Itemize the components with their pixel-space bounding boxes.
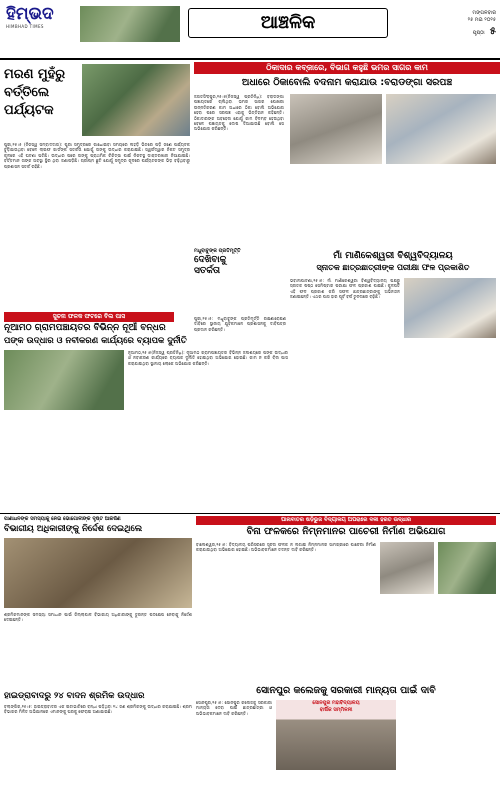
top-center-banner: ଠିକାଦାର କବ୍ଜାରେ, ବିଭାଗ କହୁଛି ଭମର ସାଗର କାମ — [194, 62, 500, 74]
rescue-body: ବଲାଙ୍ଗିର,୨୫।୫: ହାଇଡ୍ରାବାଦର ଏକ ଇଟାଭାଟିରେ ବନ୍ଧା ପଡ଼ିଥିବା ୨୪ ଜଣ ଶ୍ରମିକଙ୍କୁ ଉଦ୍ଧାର କରାଯାଇଛି। ଶ୍ରମ ବିଭାଗର ମିଳିତ ଅଭିଯାନରେ ଏମାନଙ୍କୁ ଘରକୁ ଫେରାଇ ଅଣାଯାଇଛି। — [4, 704, 192, 715]
left-story-body: ପୁରୀ,୨୫।୫ (ନିଜସ୍ୱ ସମ୍ବାଦଦାତା): ପୁରୀ ସମୁଦ୍ରରେ ଗାଧୋଇବା ସମୟରେ ଲହଡ଼ି ଭିତରେ ପଡ଼ି ଜଣେ ପର୍ଯ୍ୟଟକ ବୁଡ଼ିଯାଉଥିବା ବେଳେ ଲାଇଫ ଗାର୍ଡଙ୍କ ସତର୍କତା ଯୋଗୁଁ ତାଙ୍କୁ ଉଦ୍ଧାର କରାଯାଇଛି। ସ୍ୱର୍ଗଦ୍ୱାର ନିକଟ ସମୁଦ୍ର କୂଳରେ ଏହି ଘଟଣା ଘଟିଛି। ଉଦ୍ଧାର ପରେ ତାଙ୍କୁ ପ୍ରାଥମିକ ଚିକିତ୍ସା ପାଇଁ ନିକଟସ୍ଥ ଡାକ୍ତରଖାନା ନିଆଯାଇଛି। ବର୍ତ୍ତମାନ ତାଙ୍କ ଅବସ୍ଥା ସ୍ଥିର ଥିବା ଜଣାପଡ଼ିଛି। ଗ୍ରୀଷ୍ମ ଛୁଟି ଯୋଗୁଁ ସମୁଦ୍ର କୂଳରେ ପର୍ଯ୍ୟଟକଙ୍କ ଭିଡ଼ ବଢ଼ିଥିବାରୁ ପ୍ରଶାସନ ସତର୍କ ରହିଛି। — [4, 142, 190, 169]
page-label: ପୃଷ୍ଠା — [472, 30, 485, 36]
college-banner-line-2: ବାର୍ଷିକ ସମ୍ମିଳନୀ — [319, 707, 353, 713]
masthead — [0, 0, 500, 60]
bridge-photo — [4, 350, 124, 410]
college-banner-photo — [276, 700, 396, 770]
left-story-photo — [82, 64, 190, 136]
bridge-body: ନୂଆମଠ,୨୫।୫(ନିଜସ୍ୱ ପ୍ରତିନିଧି): ନୂଆମଠ ଗ୍ରାମପଞ୍ଚାୟତର ବିଭିନ୍ନ ଜଳାଶୟରେ ପଙ୍କ ଉଦ୍ଧାର ଓ ନବୀକରଣ କାର୍ଯ୍ୟରେ ବ୍ୟାପକ ଦୁର୍ନୀତି ହୋଇଥିବା ଅଭିଯୋଗ ହୋଇଛି। କାମ ନ କରି ବିଲ ପାସ କରାଯାଇଥିବା ସ୍ଥାନୀୟ ଲୋକେ ଅଭିଯୋଗ କରିଛନ୍ତି। — [128, 350, 288, 366]
college-body: ସୋନପୁର,୨୫।୫: ସୋନପୁର କଲେଜକୁ ସରକାରୀ ମାନ୍ୟତା ଦେବା ପାଇଁ ଛାତ୍ରଛାତ୍ରୀ ଓ ଅଭିଭାବକମାନେ ଦାବି କରିଛନ୍ତି। — [196, 700, 272, 716]
labour-body: ଶ୍ରମିକମାନଙ୍କ ସମସ୍ୟା ସମାଧାନ ପାଇଁ ଜିଲ୍ଲାପାଳ ବିଭାଗୀୟ ଅଧିକାରୀଙ୍କୁ ତୁରନ୍ତ ପଦକ୍ଷେପ ନେବାକୁ ନିର୍ଦ୍ଦେଶ ଦେଇଛନ୍ତି। — [4, 612, 192, 623]
logo — [6, 4, 76, 56]
headline-line-1: ମରଣ ମୁହଁରୁ — [4, 67, 66, 82]
road-headline: ବିନା ଫଳକରେ ନିମ୍ନମାନର ପାଚେରୀ ନିର୍ମାଣ ଅଭିଯୋଗ — [246, 526, 446, 537]
left-story-headline — [4, 66, 78, 138]
top-center-photo-2 — [386, 94, 496, 164]
university-headline: ମାଁ ମାଣିକେଶ୍ୱରୀ ବିଶ୍ୱବିଦ୍ୟାଳୟ — [333, 251, 453, 261]
top-center-body: ଜଗତସିଂହପୁର,୨୫।୫(ନିଜସ୍ୱ ପ୍ରତିନିଧି): ବରାଡଙ୍ଗା ପଞ୍ଚାୟତରେ ଚାଲିଥିବା ଭମର ସାଗର ପୋଖରୀ ଉନ୍ନତିକରଣ କାମ ଅଧାରେ ଠିକା ବୋଲି ଅଭିଯୋଗ ହେବା ପରେ ସରପଞ୍ଚ ଏହାକୁ ଭିତ୍ତିହୀନ କହିଛନ୍ତି। ଠିକାଦାରଙ୍କ ଅବହେଳା ଯୋଗୁଁ କାମ ବିଳମ୍ବ ହେଉଥିବା ବେଳେ ପଞ୍ଚାୟତକୁ ଦୋଷ ଦିଆଯାଉଛି ବୋଲି ସେ ଅଭିଯୋଗ କରିଛନ୍ତି। — [194, 94, 284, 132]
mid-rule — [0, 513, 500, 514]
logo-text: ହିମ୍ଭଦ — [6, 4, 54, 24]
headline-line-2: ବର୍ତ୍ତିଲେ — [4, 85, 50, 100]
left-story — [4, 62, 192, 310]
top-center-photo-1 — [290, 94, 382, 164]
top-center-story — [194, 62, 500, 250]
section-title-box — [188, 8, 388, 38]
logo-subtitle: HIMBHAD TIMES — [6, 24, 44, 29]
labour-photo — [4, 538, 192, 608]
university-photo — [404, 278, 496, 338]
bridge-headline: ନୂଆମଠ ଗ୍ରାମପଞ୍ଚାୟତର ବିଭିନ୍ନ ନୂଆଁ ବନ୍ଧର — [4, 323, 166, 333]
college-body-2 — [400, 700, 496, 780]
date-box — [392, 10, 496, 38]
university-subhead: ସ୍ନାତକ ଛାତ୍ରଛାତ୍ରୀଙ୍କ ପରୀକ୍ଷା ଫଳ ପ୍ରକାଶିତ — [316, 263, 470, 272]
road-body: ବାଲେଶ୍ୱର,୨୫।୫: ବିଦ୍ୟାଳୟ ପରିସରରେ ସୂଚନା ଫଳକ ନ ଲଗାଇ ନିମ୍ନମାନର ସାମଗ୍ରୀରେ ପାଚେରୀ ନିର୍ମାଣ କରାଯାଉଥିବା ଅଭିଯୋଗ ହୋଇଛି। ଅଭିଭାବକମାନେ ତଦନ୍ତ ଦାବି କରିଛନ୍ତି। — [196, 542, 376, 553]
protest-headline-3: ସତର୍କତା — [194, 266, 221, 276]
bridge-subhead: ପଙ୍କ ଉଦ୍ଧାର ଓ ନବୀକରଣ କାର୍ଯ୍ୟରେ ବ୍ୟାପକ ଦୁର୍ନୀତି — [4, 336, 187, 346]
headline-line-3: ପର୍ଯ୍ୟଟକ — [4, 103, 54, 118]
university-body: ଭବାନୀପାଟଣା,୨୫।୫: ମାଁ ମାଣିକେଶ୍ୱରୀ ବିଶ୍ୱବିଦ୍ୟାଳୟ ପକ୍ଷରୁ ସ୍ନାତକ ଷଷ୍ଠ ସେମିଷ୍ଟାର ପରୀକ୍ଷା ଫଳ ପ୍ରକାଶ ପାଇଛି। କୁଳପତି ଏହି ଫଳ ପ୍ରକାଶ କରି ସଫଳ ଛାତ୍ରଛାତ୍ରୀଙ୍କୁ ଅଭିନନ୍ଦନ ଜଣାଇଛନ୍ତି। ଏଥର ପାସ ହାର ପୂର୍ବ ବର୍ଷ ତୁଳନାରେ ବଢ଼ିଛି। — [290, 278, 400, 300]
road-photo-2 — [438, 542, 496, 594]
labour-headline: ବିଭାଗୀୟ ଅଧିକାରୀଙ୍କୁ ନିର୍ଦ୍ଦେଶ ଦେଇଥିଲେ — [4, 524, 143, 534]
college-banner-line-1: ସୋନପୁର ମହାବିଦ୍ୟାଳୟ — [312, 700, 360, 706]
college-story — [196, 684, 496, 784]
bridge-kicker: ସୁଚନା ଫଳକ ଫଟରେ ବିଲ ପାସ — [4, 312, 174, 322]
rescue-story — [4, 690, 192, 784]
college-headline: ସୋନପୁର କଲେଜକୁ ସରକାରୀ ମାନ୍ୟତା ପାଇଁ ଦାବି — [256, 685, 436, 696]
masthead-photo — [80, 6, 180, 42]
labour-story — [4, 516, 192, 688]
road-kicker: ପାନାବାତର ଷଡ଼ିଭୁଜ ବିଦ୍ୟାଳୟ ଅପରାରେ ଦଳୀ ହରତ ଉଦ୍ଧାର — [196, 516, 496, 525]
road-body-2 — [380, 598, 496, 678]
labour-kicker: ପାଣାଧନଙ୍କ ସମସ୍ୟାକୁ ନେଇ ଭୋଗୋଳୀଙ୍କ ଦୃଷ୍ଟ ଆକର୍ଷଣ — [4, 516, 121, 522]
rescue-headline: ହାଇଡ୍ରାବାଦରୁ ୨୪ ବାଦନ ଶ୍ରମିକ ଉଦ୍ଧାର — [4, 691, 145, 701]
road-photo-1 — [380, 542, 434, 594]
top-center-headline: ଅଧାରେ ଠିକାବୋଲି ବଦନାମ କରାଯାଉ :ବରାଡଙ୍ଗା ସରପଞ୍ଚ — [241, 77, 453, 88]
page-number: ୫ — [489, 26, 496, 37]
bridge-story — [4, 312, 288, 512]
protest-story — [194, 248, 286, 312]
road-story — [196, 516, 496, 682]
masthead-rule — [0, 58, 500, 60]
university-body-2 — [404, 342, 496, 506]
top-center-body-2 — [290, 168, 496, 244]
protest-headline-2: ଦେଖିବାକୁ — [194, 255, 227, 265]
protest-body: ପୁରୀ,୨୫।୫: ମଧୁବାବୁଙ୍କ ପ୍ରତିମୂର୍ତ୍ତି ରକ୍ଷଣାବେକ୍ଷଣ ଦାବିରେ ସ୍ଥାନୀୟ ଯୁବକମାନେ ପ୍ରଶାସନକୁ ଦାବିପତ୍ର ପ୍ରଦାନ କରିଛନ୍ତି। — [194, 316, 286, 332]
date-label: ୨୫ ମଇ ୨୦୨୫ — [467, 17, 496, 23]
weekday: ମଙ୍ଗଳବାର — [472, 10, 496, 16]
university-story — [290, 250, 496, 512]
section-title: ଆଞ୍ଚଳିକ — [260, 12, 316, 33]
protest-headline-1: ମଧୁବାବୁଙ୍କ ପ୍ରତିମୂର୍ତ୍ତି — [194, 248, 241, 254]
